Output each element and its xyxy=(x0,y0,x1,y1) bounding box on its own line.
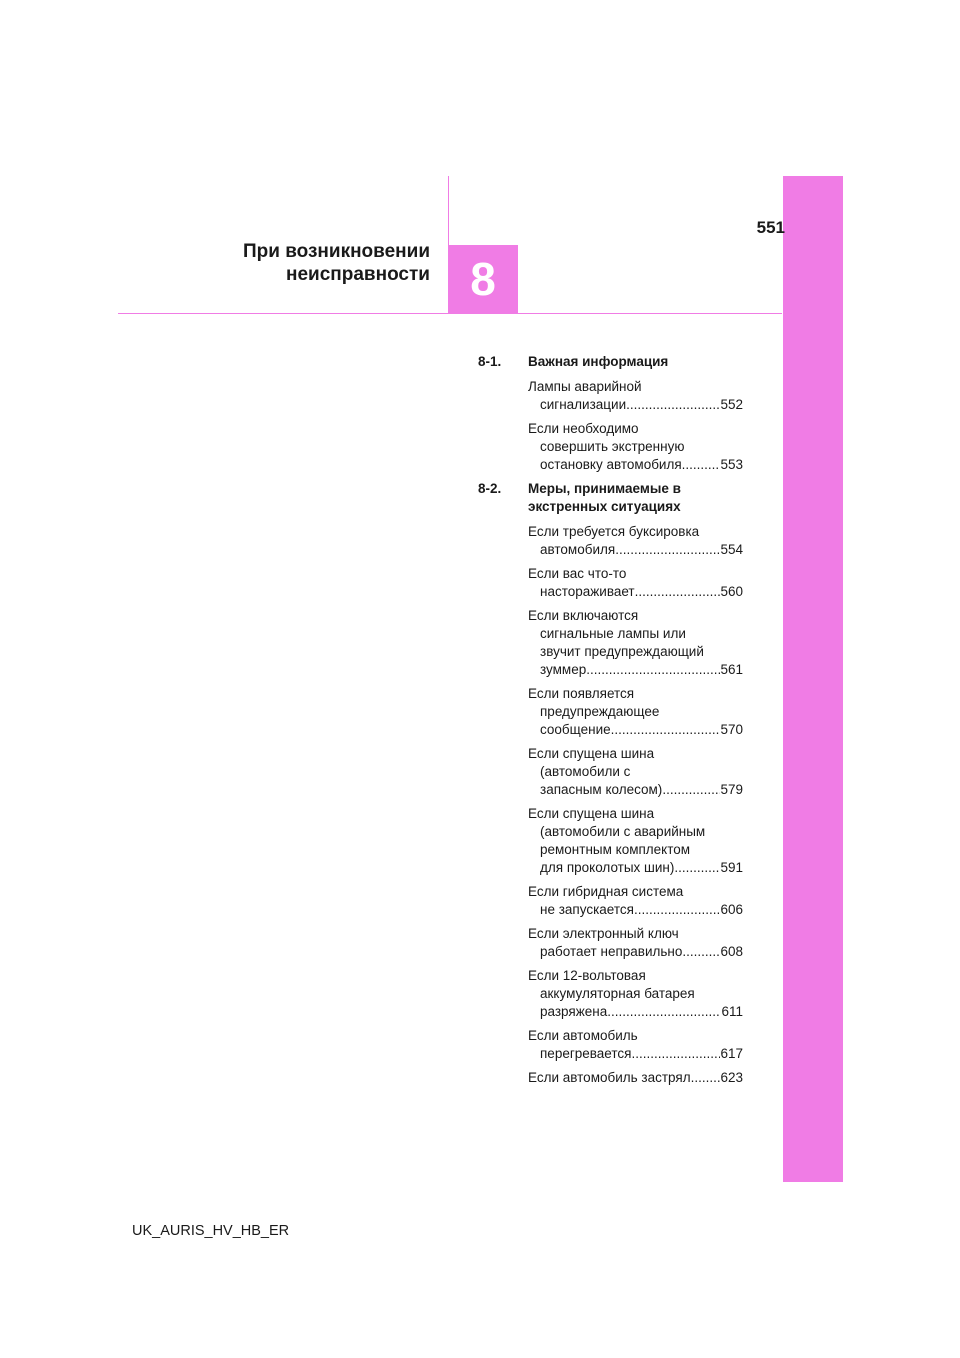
toc-entry-line: (автомобили с аварийным xyxy=(540,824,706,839)
toc-page-number: 611 xyxy=(721,1004,743,1019)
toc-entry-text: сигнализации xyxy=(540,397,627,412)
chapter-title xyxy=(180,240,430,286)
toc-leader-dots xyxy=(631,1045,720,1063)
toc-leader-dots xyxy=(691,1069,721,1087)
toc-entry-text: Если автомобиль застрял xyxy=(528,1070,691,1085)
toc-entry-line: Если спущена шина xyxy=(528,746,655,761)
toc-leader-dots xyxy=(607,1003,721,1021)
chapter-number-box xyxy=(448,245,518,313)
toc-entry-line xyxy=(528,1069,743,1087)
toc-page-number: 623 xyxy=(720,1070,743,1085)
toc-entry-line xyxy=(528,781,743,799)
toc-leader-dots xyxy=(674,859,720,877)
toc-page-number: 554 xyxy=(720,542,743,557)
toc-entry-line: Если гибридная система xyxy=(528,884,684,899)
toc-leader-dots xyxy=(662,781,720,799)
toc-entry-line xyxy=(528,721,743,739)
toc-entry-line: Лампы аварийной xyxy=(528,379,642,394)
toc-entry-line xyxy=(528,396,743,414)
header-rule xyxy=(118,313,782,314)
toc-entry[interactable] xyxy=(478,607,743,679)
toc-entry[interactable] xyxy=(478,1069,743,1087)
toc-entry-line: звучит предупреждающий xyxy=(540,644,704,659)
toc-entry-line: Если включаются xyxy=(528,608,639,623)
toc-entry-text: для проколотых шин) xyxy=(540,860,675,875)
toc-entry-line xyxy=(528,1003,743,1021)
toc-entry-line: Если требуется буксировка xyxy=(528,524,700,539)
toc-entry[interactable] xyxy=(478,420,743,474)
toc-entry[interactable] xyxy=(478,565,743,601)
toc-entry[interactable] xyxy=(478,925,743,961)
chapter-divider-vertical xyxy=(448,176,449,245)
toc-section-title: Меры, принимаемые в экстренных ситуациях xyxy=(528,481,681,514)
toc-entry[interactable] xyxy=(478,805,743,877)
page-number: 551 xyxy=(756,218,785,237)
chapter-title-line2: неисправности xyxy=(285,264,430,285)
table-of-contents xyxy=(478,353,743,1093)
toc-page-number: 560 xyxy=(720,584,743,599)
chapter-number: 8 xyxy=(470,253,496,305)
toc-entry[interactable] xyxy=(478,745,743,799)
toc-entry-line: сигнальные лампы или xyxy=(540,626,686,641)
toc-page-number: 561 xyxy=(720,662,743,677)
toc-entry-text: зуммер xyxy=(540,662,587,677)
toc-entry-line: Если спущена шина xyxy=(528,806,655,821)
toc-entry-line: Если появляется xyxy=(528,686,635,701)
toc-entry[interactable] xyxy=(478,685,743,739)
toc-entry-line: аккумуляторная батарея xyxy=(540,986,695,1001)
toc-entry-line: Если электронный ключ xyxy=(528,926,679,941)
toc-entry[interactable] xyxy=(478,378,743,414)
toc-entry[interactable] xyxy=(478,883,743,919)
toc-page-number: 591 xyxy=(720,860,743,875)
toc-entry-line: (автомобили с xyxy=(540,764,631,779)
toc-section-number: 8-1. xyxy=(478,354,502,369)
chapter-title-line1: При возникновении xyxy=(242,241,430,262)
toc-entry-line: совершить экстренную xyxy=(540,439,685,454)
toc-section-heading xyxy=(478,353,743,371)
toc-page-number: 608 xyxy=(720,944,743,959)
toc-page-number: 552 xyxy=(720,397,743,412)
toc-leader-dots xyxy=(635,583,721,601)
toc-entry-line xyxy=(528,859,743,877)
toc-leader-dots xyxy=(615,541,720,559)
toc-entry-line xyxy=(528,661,743,679)
toc-leader-dots xyxy=(682,456,721,474)
toc-leader-dots xyxy=(611,721,721,739)
toc-page-number: 617 xyxy=(720,1046,743,1061)
toc-entry-text: автомобиля xyxy=(540,542,616,557)
toc-leader-dots xyxy=(626,396,720,414)
toc-page-number: 553 xyxy=(720,457,743,472)
toc-entry-text: не запускается xyxy=(540,902,634,917)
toc-section-title: Важная информация xyxy=(528,354,669,369)
toc-leader-dots xyxy=(586,661,720,679)
chapter-side-tab xyxy=(783,176,843,1182)
toc-entry-text: работает неправильно xyxy=(540,944,683,959)
toc-entry-text: остановку автомобиля xyxy=(540,457,682,472)
toc-entry[interactable] xyxy=(478,523,743,559)
toc-entry-line: Если необходимо xyxy=(528,421,639,436)
toc-leader-dots xyxy=(682,943,720,961)
toc-entry-line xyxy=(528,456,743,474)
toc-entry-line xyxy=(528,1045,743,1063)
toc-section-number: 8-2. xyxy=(478,481,502,496)
toc-entry-line xyxy=(528,583,743,601)
toc-entry-line: ремонтным комплектом xyxy=(540,842,691,857)
toc-leader-dots xyxy=(634,901,721,919)
toc-section-heading xyxy=(478,480,743,516)
toc-entry-text: запасным колесом) xyxy=(540,782,663,797)
toc-page-number: 606 xyxy=(720,902,743,917)
toc-entry[interactable] xyxy=(478,1027,743,1063)
toc-entry-line: предупреждающее xyxy=(540,704,660,719)
toc-entry-line xyxy=(528,541,743,559)
toc-page-number: 579 xyxy=(720,782,743,797)
toc-entry-line: Если автомобиль xyxy=(528,1028,638,1043)
toc-entry-text: сообщение xyxy=(540,722,611,737)
toc-entry[interactable] xyxy=(478,967,743,1021)
footer-code: UK_AURIS_HV_HB_ER xyxy=(132,1223,290,1239)
toc-entry-text: разряжена xyxy=(540,1004,608,1019)
toc-page-number: 570 xyxy=(720,722,743,737)
toc-entry-text: настораживает xyxy=(540,584,635,599)
toc-entry-line: Если 12-вольтовая xyxy=(528,968,646,983)
toc-entry-line: Если вас что-то xyxy=(528,566,627,581)
toc-entry-text: перегревается xyxy=(540,1046,632,1061)
toc-entry-line xyxy=(528,943,743,961)
toc-entry-line xyxy=(528,901,743,919)
